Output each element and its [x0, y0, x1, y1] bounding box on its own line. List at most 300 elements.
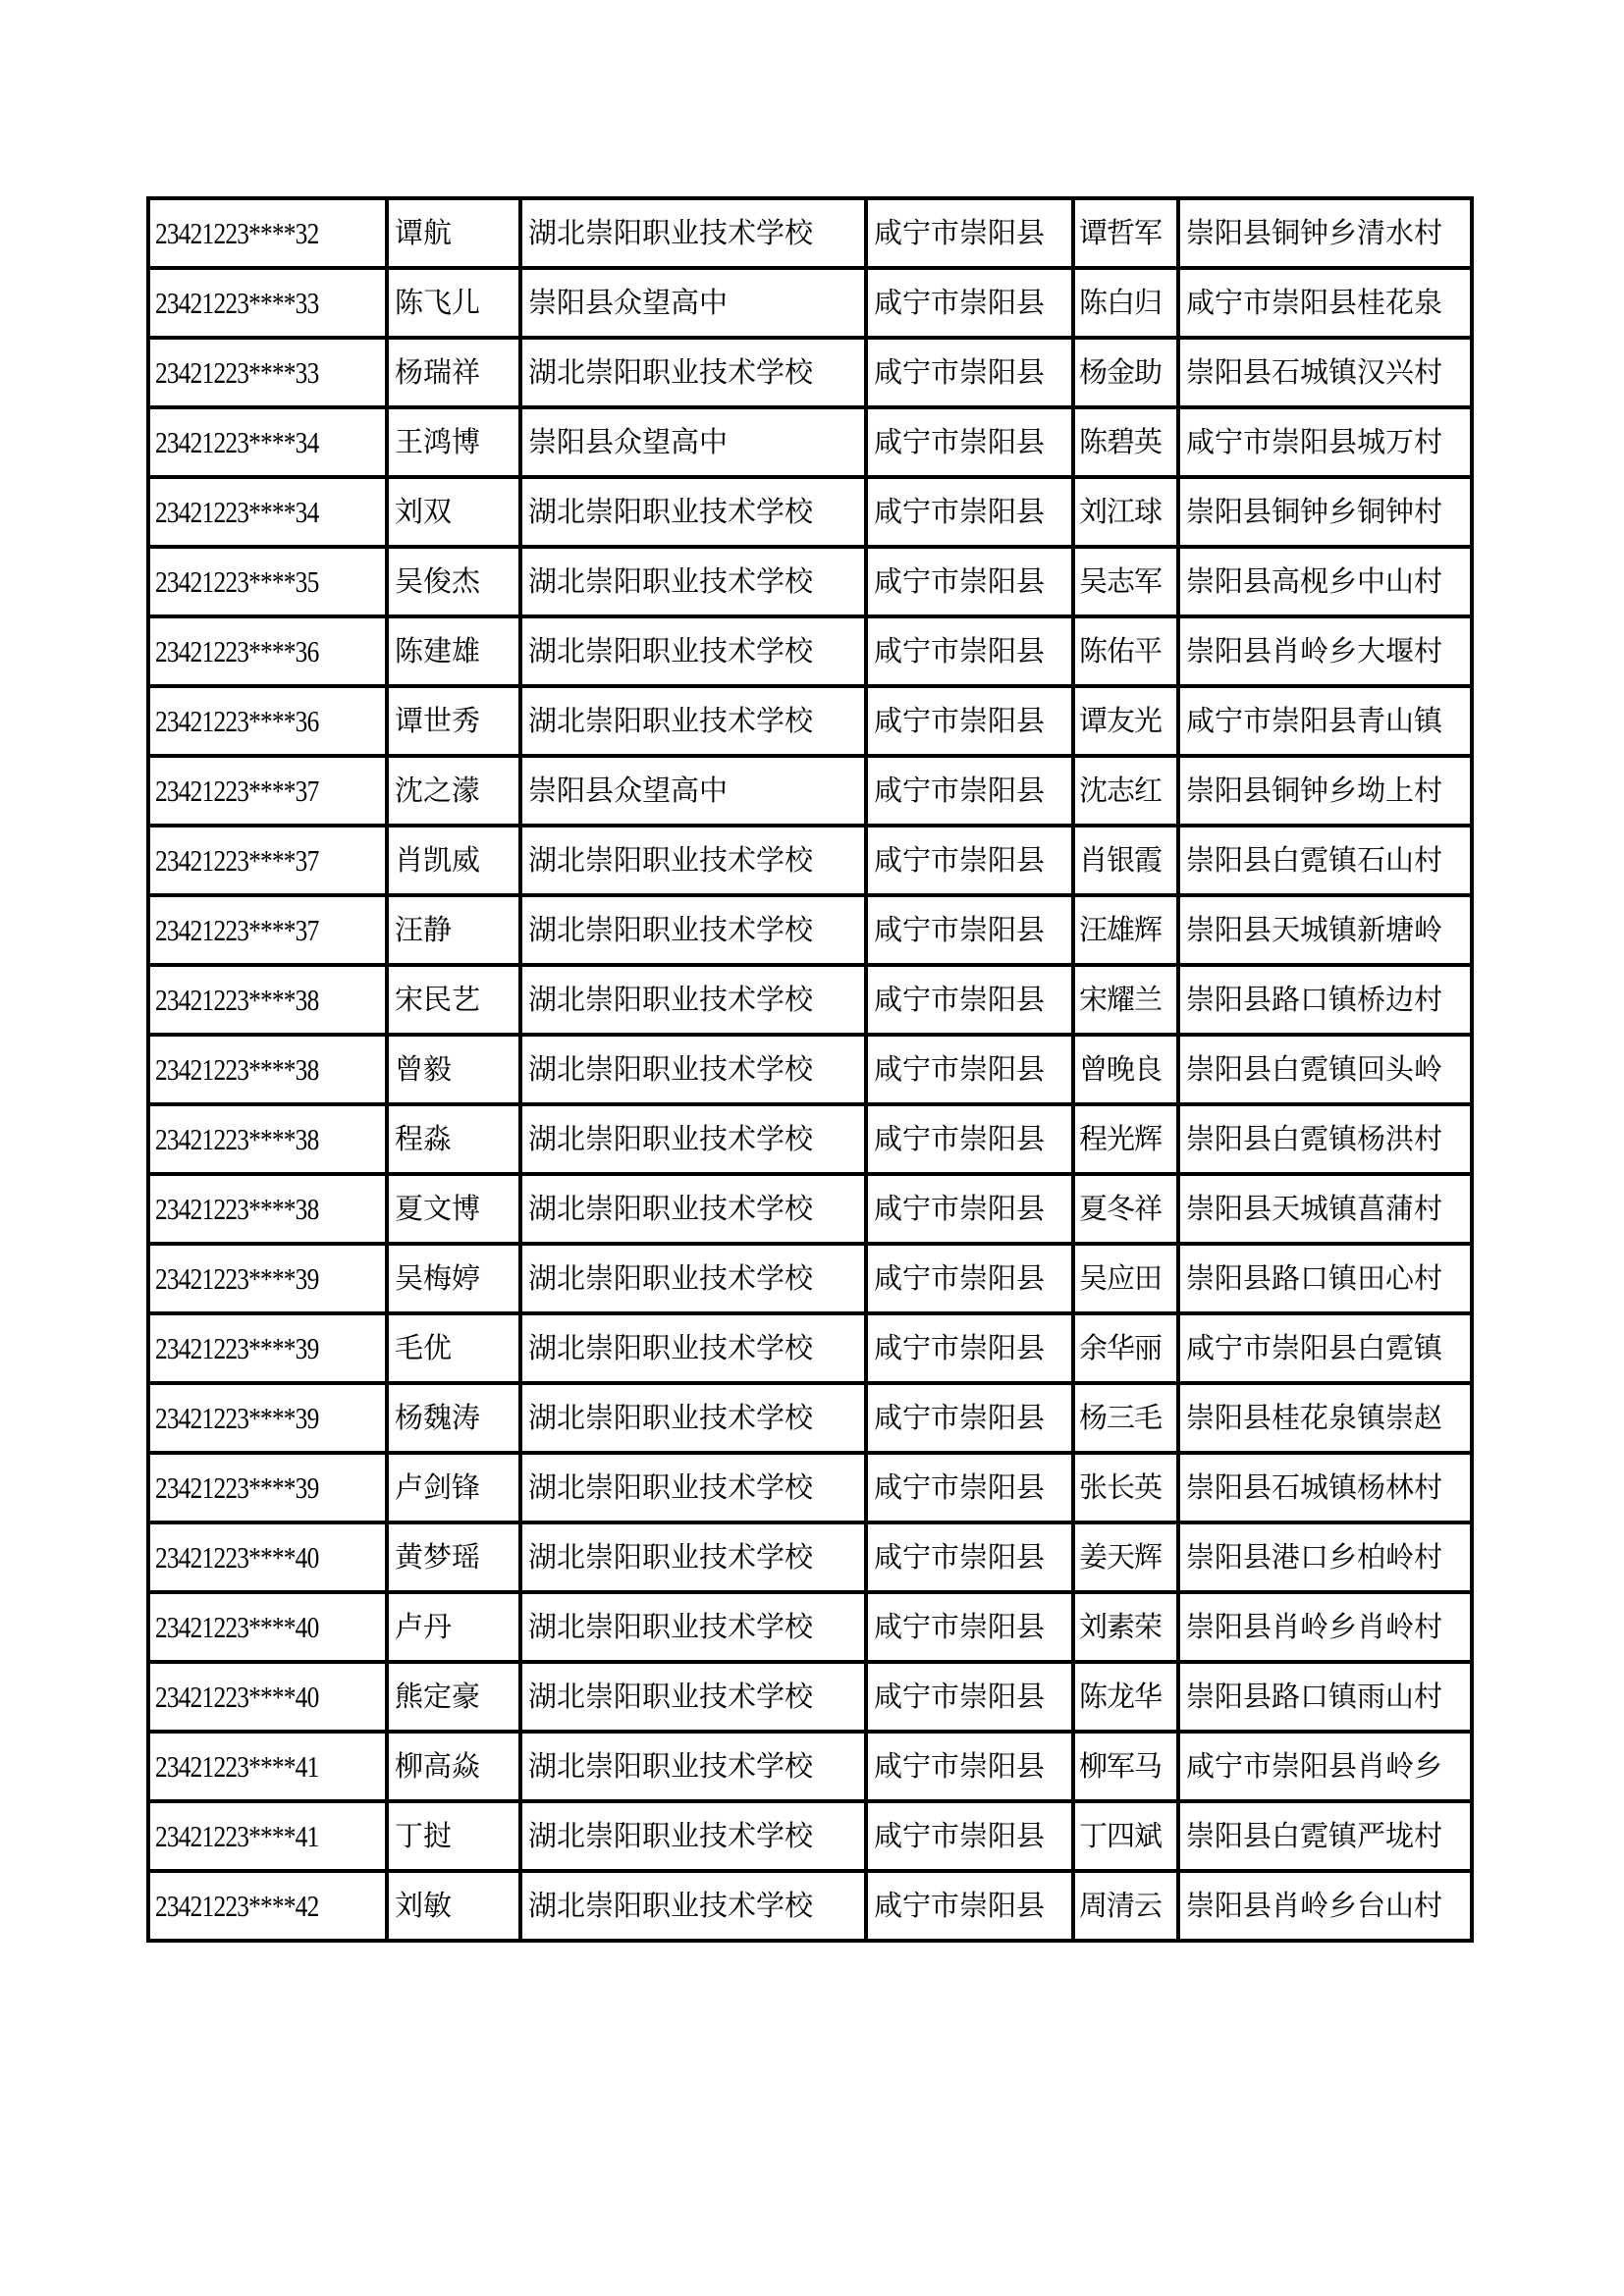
- guardian-name-text: 夏冬祥: [1079, 1192, 1163, 1225]
- student-id-text: 23421223****39: [155, 1470, 319, 1505]
- student-name-cell: [387, 1522, 520, 1592]
- guardian-name-text: 肖银霞: [1079, 843, 1163, 877]
- school-cell: [520, 338, 866, 407]
- student-id-cell: [148, 407, 387, 477]
- student-id-text: 23421223****40: [155, 1540, 319, 1575]
- region-text: 咸宁市崇阳县: [874, 1192, 1046, 1225]
- region-text: 咸宁市崇阳县: [874, 564, 1046, 598]
- guardian-name-text: 陈龙华: [1079, 1680, 1163, 1713]
- school-text: 湖北崇阳职业技术学校: [528, 1261, 814, 1295]
- address-text: 咸宁市崇阳县白霓镇: [1186, 1331, 1443, 1364]
- region-cell: [866, 686, 1073, 756]
- school-cell: [520, 547, 866, 616]
- address-text: 崇阳县路口镇田心村: [1186, 1261, 1443, 1295]
- region-cell: [866, 1732, 1073, 1801]
- region-cell: [866, 965, 1073, 1035]
- region-cell: [866, 1313, 1073, 1383]
- address-cell: [1178, 756, 1472, 826]
- student-id-cell: [148, 616, 387, 686]
- student-name-cell: [387, 1801, 520, 1871]
- address-text: 崇阳县铜钟乡坳上村: [1186, 774, 1443, 807]
- address-text: 崇阳县铜钟乡清水村: [1186, 216, 1443, 249]
- student-name-text: 吴梅婷: [395, 1261, 481, 1295]
- student-id-text: 23421223****33: [155, 286, 319, 320]
- region-cell: [866, 1453, 1073, 1522]
- student-name-cell: [387, 1732, 520, 1801]
- student-name-text: 刘敏: [395, 1889, 453, 1922]
- student-name-cell: [387, 1871, 520, 1941]
- school-text: 湖北崇阳职业技术学校: [528, 1540, 814, 1574]
- address-text: 崇阳县石城镇杨林村: [1186, 1470, 1443, 1504]
- school-text: 湖北崇阳职业技术学校: [528, 843, 814, 877]
- student-id-cell: [148, 1801, 387, 1871]
- student-id-cell: [148, 1592, 387, 1662]
- address-cell: [1178, 1104, 1472, 1174]
- student-name-cell: [387, 547, 520, 616]
- school-cell: [520, 1662, 866, 1732]
- student-name-text: 宋民艺: [395, 983, 481, 1016]
- table-row: [148, 1801, 1472, 1871]
- student-name-cell: [387, 268, 520, 338]
- guardian-name-text: 陈碧英: [1079, 425, 1163, 458]
- school-text: 崇阳县众望高中: [528, 425, 729, 458]
- address-cell: [1178, 1383, 1472, 1453]
- student-id-text: 23421223****33: [155, 355, 319, 390]
- student-name-cell: [387, 756, 520, 826]
- guardian-name-text: 刘素荣: [1079, 1610, 1163, 1643]
- region-text: 咸宁市崇阳县: [874, 983, 1046, 1016]
- table-row: [148, 895, 1472, 965]
- address-cell: [1178, 1522, 1472, 1592]
- table-row: [148, 198, 1472, 268]
- guardian-name-cell: [1073, 1871, 1178, 1941]
- student-id-cell: [148, 965, 387, 1035]
- address-text: 咸宁市崇阳县青山镇: [1186, 704, 1443, 737]
- student-name-text: 程淼: [395, 1122, 453, 1155]
- guardian-name-cell: [1073, 407, 1178, 477]
- student-id-cell: [148, 338, 387, 407]
- address-cell: [1178, 547, 1472, 616]
- guardian-name-cell: [1073, 1035, 1178, 1104]
- school-cell: [520, 1522, 866, 1592]
- table-row: [148, 1383, 1472, 1453]
- student-id-cell: [148, 1522, 387, 1592]
- guardian-name-text: 谭友光: [1079, 704, 1163, 737]
- table-row: [148, 1035, 1472, 1104]
- student-table-body: [148, 198, 1472, 1941]
- student-name-text: 曾毅: [395, 1052, 453, 1086]
- student-id-cell: [148, 1313, 387, 1383]
- address-cell: [1178, 338, 1472, 407]
- student-id-text: 23421223****41: [155, 1749, 319, 1784]
- address-cell: [1178, 686, 1472, 756]
- guardian-name-cell: [1073, 686, 1178, 756]
- student-id-text: 23421223****34: [155, 495, 319, 529]
- address-cell: [1178, 616, 1472, 686]
- region-text: 咸宁市崇阳县: [874, 1122, 1046, 1155]
- guardian-name-cell: [1073, 1244, 1178, 1313]
- guardian-name-text: 吴志军: [1079, 564, 1163, 598]
- student-name-text: 熊定豪: [395, 1680, 481, 1713]
- region-text: 咸宁市崇阳县: [874, 1680, 1046, 1713]
- school-text: 湖北崇阳职业技术学校: [528, 216, 814, 249]
- school-text: 湖北崇阳职业技术学校: [528, 1052, 814, 1086]
- student-id-text: 23421223****34: [155, 425, 319, 459]
- student-id-text: 23421223****39: [155, 1261, 319, 1296]
- table-row: [148, 477, 1472, 547]
- school-cell: [520, 1313, 866, 1383]
- guardian-name-text: 柳军马: [1079, 1749, 1163, 1783]
- region-cell: [866, 477, 1073, 547]
- school-cell: [520, 407, 866, 477]
- table-row: [148, 338, 1472, 407]
- school-cell: [520, 1801, 866, 1871]
- guardian-name-text: 陈白归: [1079, 286, 1163, 319]
- student-name-text: 夏文博: [395, 1192, 481, 1225]
- region-text: 咸宁市崇阳县: [874, 355, 1046, 389]
- school-text: 湖北崇阳职业技术学校: [528, 564, 814, 598]
- student-id-cell: [148, 1453, 387, 1522]
- student-id-cell: [148, 268, 387, 338]
- guardian-name-cell: [1073, 1801, 1178, 1871]
- guardian-name-cell: [1073, 477, 1178, 547]
- school-text: 湖北崇阳职业技术学校: [528, 495, 814, 528]
- address-text: 崇阳县石城镇汉兴村: [1186, 355, 1443, 389]
- region-text: 咸宁市崇阳县: [874, 1401, 1046, 1434]
- region-cell: [866, 407, 1073, 477]
- student-id-text: 23421223****38: [155, 983, 319, 1017]
- student-name-cell: [387, 686, 520, 756]
- student-id-cell: [148, 895, 387, 965]
- guardian-name-cell: [1073, 1522, 1178, 1592]
- school-cell: [520, 1592, 866, 1662]
- region-cell: [866, 1244, 1073, 1313]
- region-text: 咸宁市崇阳县: [874, 634, 1046, 667]
- table-row: [148, 547, 1472, 616]
- address-text: 崇阳县路口镇雨山村: [1186, 1680, 1443, 1713]
- school-cell: [520, 198, 866, 268]
- region-text: 咸宁市崇阳县: [874, 1331, 1046, 1364]
- school-cell: [520, 1244, 866, 1313]
- address-text: 崇阳县高枧乡中山村: [1186, 564, 1443, 598]
- student-name-text: 吴俊杰: [395, 564, 481, 598]
- student-name-text: 柳高焱: [395, 1749, 481, 1783]
- guardian-name-text: 刘江球: [1079, 495, 1163, 528]
- guardian-name-cell: [1073, 1174, 1178, 1244]
- student-name-text: 卢丹: [395, 1610, 453, 1643]
- guardian-name-text: 杨金助: [1079, 355, 1163, 389]
- student-name-cell: [387, 1453, 520, 1522]
- school-text: 湖北崇阳职业技术学校: [528, 1680, 814, 1713]
- school-text: 湖北崇阳职业技术学校: [528, 634, 814, 667]
- region-text: 咸宁市崇阳县: [874, 425, 1046, 458]
- student-name-text: 谭航: [395, 216, 453, 249]
- address-text: 崇阳县白霓镇回头岭: [1186, 1052, 1443, 1086]
- guardian-name-text: 杨三毛: [1079, 1401, 1163, 1434]
- student-table: [146, 196, 1474, 1943]
- school-text: 湖北崇阳职业技术学校: [528, 1819, 814, 1852]
- student-name-cell: [387, 1174, 520, 1244]
- student-name-text: 陈飞儿: [395, 286, 481, 319]
- table-row: [148, 268, 1472, 338]
- region-cell: [866, 1174, 1073, 1244]
- school-text: 湖北崇阳职业技术学校: [528, 1610, 814, 1643]
- region-cell: [866, 268, 1073, 338]
- school-cell: [520, 895, 866, 965]
- student-name-text: 杨魏涛: [395, 1401, 481, 1434]
- guardian-name-cell: [1073, 1383, 1178, 1453]
- address-text: 咸宁市崇阳县肖岭乡: [1186, 1749, 1443, 1783]
- school-cell: [520, 1174, 866, 1244]
- student-id-text: 23421223****36: [155, 634, 319, 668]
- student-id-text: 23421223****38: [155, 1052, 319, 1087]
- region-cell: [866, 895, 1073, 965]
- student-id-text: 23421223****37: [155, 913, 319, 947]
- guardian-name-cell: [1073, 547, 1178, 616]
- student-id-cell: [148, 756, 387, 826]
- table-row: [148, 826, 1472, 895]
- table-row: [148, 1104, 1472, 1174]
- student-name-cell: [387, 1244, 520, 1313]
- student-name-cell: [387, 895, 520, 965]
- region-text: 咸宁市崇阳县: [874, 286, 1046, 319]
- student-id-cell: [148, 198, 387, 268]
- region-cell: [866, 338, 1073, 407]
- school-cell: [520, 686, 866, 756]
- guardian-name-cell: [1073, 756, 1178, 826]
- student-name-text: 王鸿博: [395, 425, 481, 458]
- address-text: 咸宁市崇阳县城万村: [1186, 425, 1443, 458]
- student-id-cell: [148, 477, 387, 547]
- table-row: [148, 756, 1472, 826]
- region-cell: [866, 198, 1073, 268]
- table-row: [148, 1871, 1472, 1941]
- guardian-name-text: 沈志红: [1079, 774, 1163, 807]
- address-text: 崇阳县港口乡柏岭村: [1186, 1540, 1443, 1574]
- school-cell: [520, 1035, 866, 1104]
- table-row: [148, 1592, 1472, 1662]
- guardian-name-text: 宋耀兰: [1079, 983, 1163, 1016]
- student-name-cell: [387, 198, 520, 268]
- guardian-name-text: 谭哲军: [1079, 216, 1163, 249]
- school-text: 湖北崇阳职业技术学校: [528, 1122, 814, 1155]
- region-text: 咸宁市崇阳县: [874, 1889, 1046, 1922]
- student-id-text: 23421223****35: [155, 564, 319, 599]
- guardian-name-text: 陈佑平: [1079, 634, 1163, 667]
- region-cell: [866, 1104, 1073, 1174]
- student-table-container: [146, 196, 1474, 1943]
- student-id-text: 23421223****39: [155, 1401, 319, 1435]
- region-cell: [866, 1662, 1073, 1732]
- student-id-text: 23421223****37: [155, 843, 319, 878]
- student-name-cell: [387, 826, 520, 895]
- region-text: 咸宁市崇阳县: [874, 1470, 1046, 1504]
- student-name-cell: [387, 407, 520, 477]
- student-id-cell: [148, 1383, 387, 1453]
- student-id-cell: [148, 686, 387, 756]
- student-name-cell: [387, 1313, 520, 1383]
- guardian-name-cell: [1073, 198, 1178, 268]
- address-text: 崇阳县桂花泉镇崇赵: [1186, 1401, 1443, 1434]
- address-text: 崇阳县路口镇桥边村: [1186, 983, 1443, 1016]
- student-id-cell: [148, 1871, 387, 1941]
- student-name-cell: [387, 1662, 520, 1732]
- address-text: 崇阳县白霓镇石山村: [1186, 843, 1443, 877]
- guardian-name-cell: [1073, 1592, 1178, 1662]
- student-name-text: 陈建雄: [395, 634, 481, 667]
- student-name-text: 沈之濛: [395, 774, 481, 807]
- school-text: 湖北崇阳职业技术学校: [528, 983, 814, 1016]
- student-name-cell: [387, 1104, 520, 1174]
- region-text: 咸宁市崇阳县: [874, 913, 1046, 946]
- school-cell: [520, 1383, 866, 1453]
- guardian-name-cell: [1073, 1732, 1178, 1801]
- address-cell: [1178, 268, 1472, 338]
- address-cell: [1178, 1592, 1472, 1662]
- region-text: 咸宁市崇阳县: [874, 704, 1046, 737]
- student-name-text: 卢剑锋: [395, 1470, 481, 1504]
- student-id-text: 23421223****40: [155, 1610, 319, 1644]
- student-name-cell: [387, 1592, 520, 1662]
- school-cell: [520, 477, 866, 547]
- address-cell: [1178, 965, 1472, 1035]
- region-text: 咸宁市崇阳县: [874, 1540, 1046, 1574]
- student-name-text: 杨瑞祥: [395, 355, 481, 389]
- student-id-text: 23421223****38: [155, 1122, 319, 1156]
- address-text: 崇阳县白霓镇杨洪村: [1186, 1122, 1443, 1155]
- school-text: 湖北崇阳职业技术学校: [528, 1749, 814, 1783]
- school-cell: [520, 1732, 866, 1801]
- region-text: 咸宁市崇阳县: [874, 843, 1046, 877]
- student-id-cell: [148, 1732, 387, 1801]
- student-id-cell: [148, 1662, 387, 1732]
- region-cell: [866, 616, 1073, 686]
- school-text: 湖北崇阳职业技术学校: [528, 1192, 814, 1225]
- school-cell: [520, 1453, 866, 1522]
- address-cell: [1178, 1244, 1472, 1313]
- student-id-text: 23421223****37: [155, 774, 319, 808]
- address-text: 崇阳县白霓镇严垅村: [1186, 1819, 1443, 1852]
- address-cell: [1178, 1871, 1472, 1941]
- student-name-text: 刘双: [395, 495, 453, 528]
- region-text: 咸宁市崇阳县: [874, 495, 1046, 528]
- region-cell: [866, 1801, 1073, 1871]
- guardian-name-cell: [1073, 1104, 1178, 1174]
- address-cell: [1178, 895, 1472, 965]
- student-name-cell: [387, 477, 520, 547]
- guardian-name-text: 周清云: [1079, 1889, 1163, 1922]
- school-cell: [520, 756, 866, 826]
- school-text: 湖北崇阳职业技术学校: [528, 704, 814, 737]
- region-cell: [866, 1871, 1073, 1941]
- table-row: [148, 1174, 1472, 1244]
- school-text: 崇阳县众望高中: [528, 774, 729, 807]
- guardian-name-cell: [1073, 1453, 1178, 1522]
- student-id-text: 23421223****42: [155, 1889, 319, 1923]
- student-id-text: 23421223****32: [155, 216, 319, 250]
- table-row: [148, 1732, 1472, 1801]
- address-cell: [1178, 198, 1472, 268]
- guardian-name-cell: [1073, 338, 1178, 407]
- region-cell: [866, 826, 1073, 895]
- student-name-text: 黄梦瑶: [395, 1540, 481, 1574]
- guardian-name-cell: [1073, 268, 1178, 338]
- student-name-text: 毛优: [395, 1331, 453, 1364]
- region-text: 咸宁市崇阳县: [874, 216, 1046, 249]
- region-text: 咸宁市崇阳县: [874, 774, 1046, 807]
- student-id-cell: [148, 826, 387, 895]
- school-text: 湖北崇阳职业技术学校: [528, 1331, 814, 1364]
- table-row: [148, 1313, 1472, 1383]
- region-cell: [866, 1592, 1073, 1662]
- school-text: 崇阳县众望高中: [528, 286, 729, 319]
- address-text: 崇阳县肖岭乡台山村: [1186, 1889, 1443, 1922]
- student-id-cell: [148, 547, 387, 616]
- address-text: 崇阳县天城镇新塘岭: [1186, 913, 1443, 946]
- student-name-text: 谭世秀: [395, 704, 481, 737]
- guardian-name-cell: [1073, 1313, 1178, 1383]
- student-name-cell: [387, 965, 520, 1035]
- address-cell: [1178, 1313, 1472, 1383]
- region-cell: [866, 547, 1073, 616]
- address-cell: [1178, 1801, 1472, 1871]
- student-name-cell: [387, 1383, 520, 1453]
- student-name-text: 汪静: [395, 913, 453, 946]
- address-text: 崇阳县肖岭乡大堰村: [1186, 634, 1443, 667]
- guardian-name-text: 吴应田: [1079, 1261, 1163, 1295]
- address-text: 咸宁市崇阳县桂花泉: [1186, 286, 1443, 319]
- student-id-text: 23421223****38: [155, 1192, 319, 1226]
- school-text: 湖北崇阳职业技术学校: [528, 1401, 814, 1434]
- school-cell: [520, 268, 866, 338]
- table-row: [148, 965, 1472, 1035]
- student-id-text: 23421223****40: [155, 1680, 319, 1714]
- school-text: 湖北崇阳职业技术学校: [528, 355, 814, 389]
- school-cell: [520, 1871, 866, 1941]
- student-name-text: 肖凯威: [395, 843, 481, 877]
- school-cell: [520, 616, 866, 686]
- region-cell: [866, 1522, 1073, 1592]
- address-cell: [1178, 1732, 1472, 1801]
- guardian-name-text: 张长英: [1079, 1470, 1163, 1504]
- student-name-cell: [387, 338, 520, 407]
- region-text: 咸宁市崇阳县: [874, 1052, 1046, 1086]
- guardian-name-cell: [1073, 965, 1178, 1035]
- address-text: 崇阳县肖岭乡肖岭村: [1186, 1610, 1443, 1643]
- school-cell: [520, 965, 866, 1035]
- table-row: [148, 1244, 1472, 1313]
- table-row: [148, 1662, 1472, 1732]
- region-text: 咸宁市崇阳县: [874, 1610, 1046, 1643]
- region-cell: [866, 1383, 1073, 1453]
- guardian-name-text: 姜天辉: [1079, 1540, 1163, 1574]
- guardian-name-text: 程光辉: [1079, 1122, 1163, 1155]
- address-cell: [1178, 1453, 1472, 1522]
- table-row: [148, 686, 1472, 756]
- region-cell: [866, 1035, 1073, 1104]
- guardian-name-cell: [1073, 1662, 1178, 1732]
- student-name-text: 丁挝: [395, 1819, 453, 1852]
- guardian-name-cell: [1073, 826, 1178, 895]
- region-text: 咸宁市崇阳县: [874, 1749, 1046, 1783]
- student-id-cell: [148, 1035, 387, 1104]
- guardian-name-cell: [1073, 616, 1178, 686]
- school-cell: [520, 826, 866, 895]
- guardian-name-text: 曾晚良: [1079, 1052, 1163, 1086]
- region-cell: [866, 756, 1073, 826]
- guardian-name-cell: [1073, 895, 1178, 965]
- student-name-cell: [387, 1035, 520, 1104]
